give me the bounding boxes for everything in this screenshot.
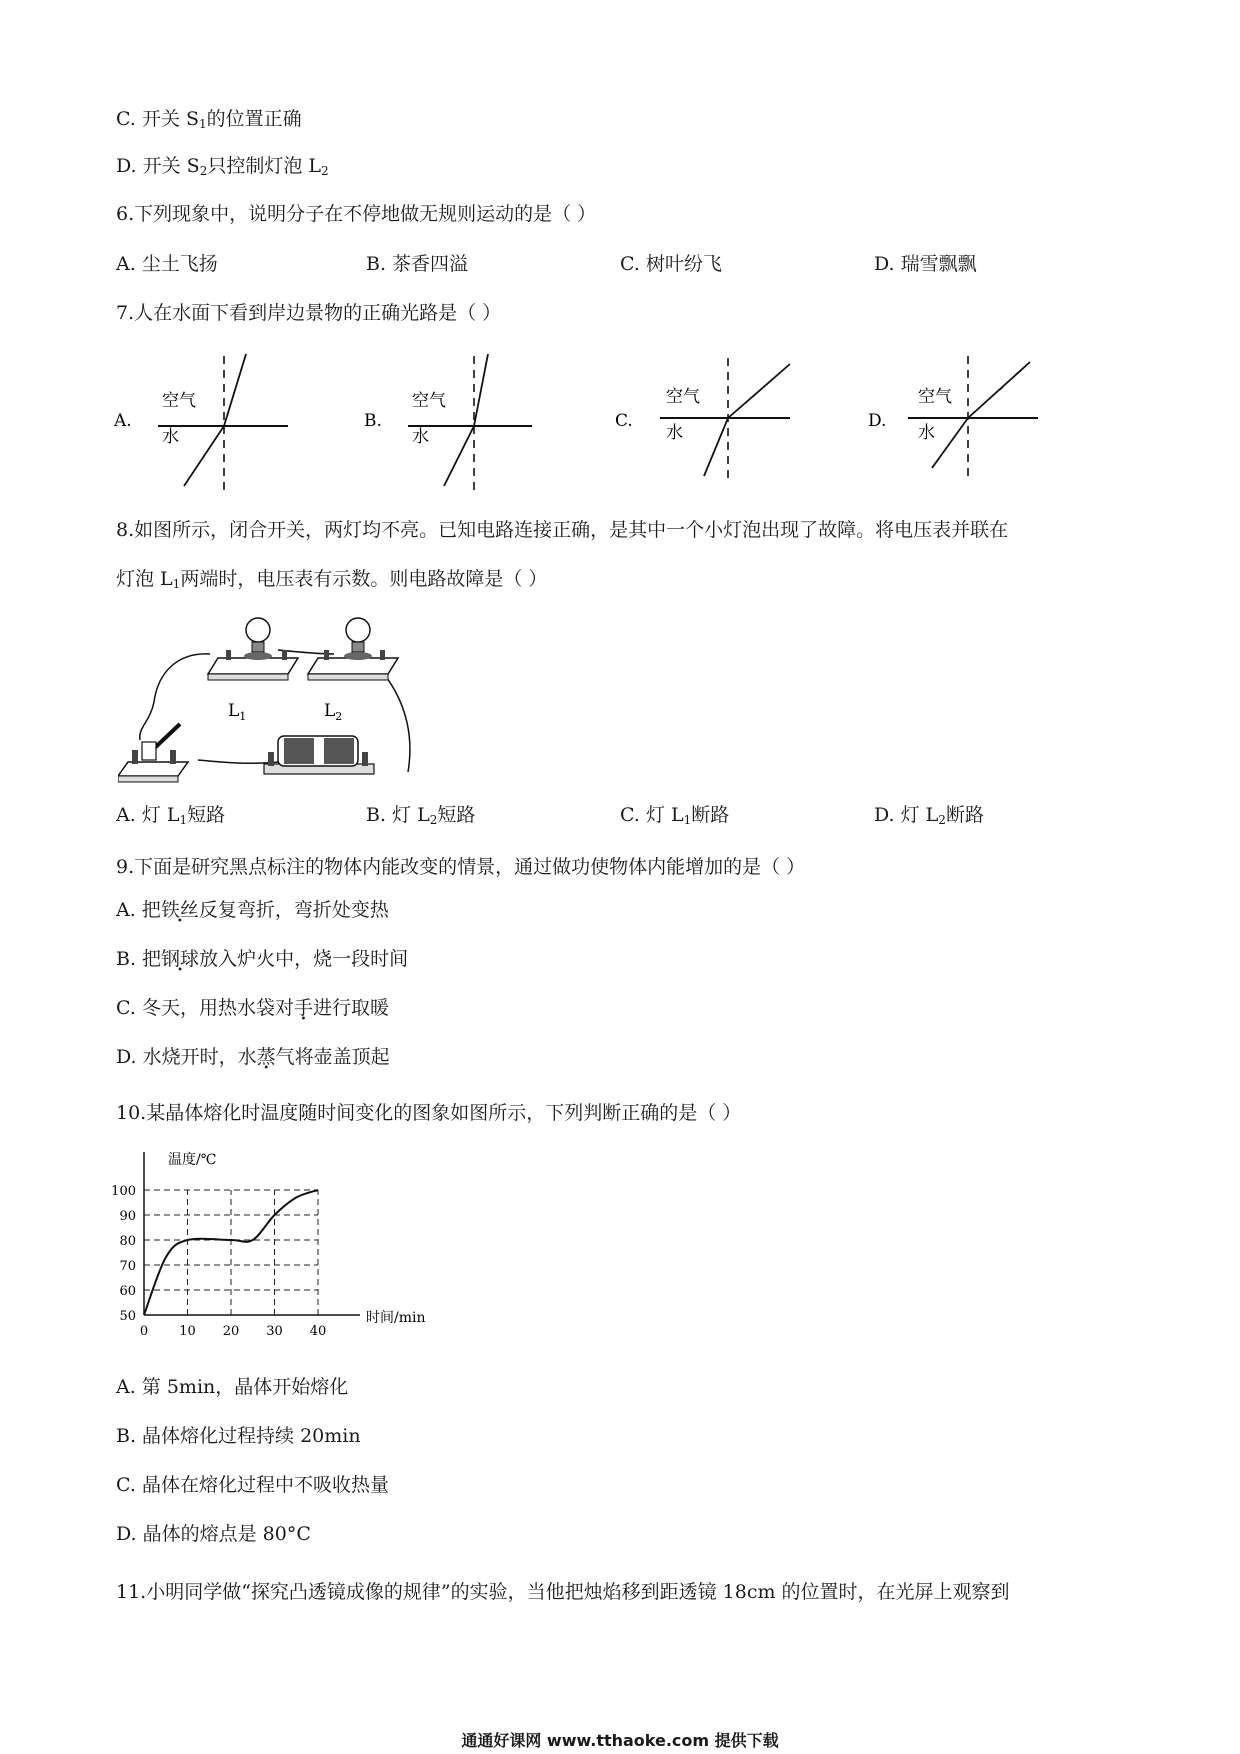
chart-x-tick-label: 20 xyxy=(222,1324,240,1339)
q7-label-a: A. xyxy=(114,411,132,431)
q9-option-b: B. 把钢球放入炉火中，烧一段时间 xyxy=(116,948,409,970)
q7-water-label-d: 水 xyxy=(918,423,935,443)
chart-y-tick-label: 100 xyxy=(111,1184,136,1199)
q7-label-d: D. xyxy=(868,411,887,431)
q8-option-a: A. 灯 $L_1$短路 xyxy=(116,804,226,827)
q9-stem: 9.下面是研究黑点标注的物体内能改变的情景，通过做功使物体内能增加的是（ ） xyxy=(116,856,806,878)
chart-x-tick-label: 10 xyxy=(179,1324,196,1339)
q7-label-c: C. xyxy=(615,411,633,431)
q5-option-c: C. 开关 $S_1$的位置正确 xyxy=(116,108,302,131)
q10-option-c: C. 晶体在熔化过程中不吸收热量 xyxy=(116,1474,389,1496)
emphasis-dot-text: 水蒸气 xyxy=(237,1046,295,1068)
lamp-l1-label: $L_1$ xyxy=(228,701,247,723)
q10-temperature-chart xyxy=(110,1140,450,1350)
q6-option-b: B. 茶香四溢 xyxy=(366,253,469,275)
lamp-l2 xyxy=(308,618,398,680)
q8-option-b: B. 灯 $L_2$短路 xyxy=(366,804,476,827)
q7-diagrams xyxy=(100,350,1200,490)
lamp-l1 xyxy=(208,618,298,680)
q8-option-c: C. 灯 $L_1$断路 xyxy=(620,804,730,827)
q7-air-label-c: 空气 xyxy=(666,387,700,407)
q10-option-d: D. 晶体的熔点是 80°C xyxy=(116,1523,311,1545)
chart-y-tick-label: 60 xyxy=(119,1284,136,1299)
chart-x-tick-label: 40 xyxy=(309,1324,327,1339)
q7-water-label-c: 水 xyxy=(666,423,683,443)
chart-x-label: 时间/min xyxy=(366,1310,426,1326)
q8-stem-line1: 8.如图所示，闭合开关，两灯均不亮。已知电路连接正确，是其中一个小灯泡出现了故障。将电压表并联在 xyxy=(116,519,1009,541)
q9-option-d: D. 水烧开时，水蒸气将壶盖顶起 xyxy=(116,1046,390,1068)
q9-option-a: A. 把铁丝反复弯折，弯折处变热 xyxy=(116,899,389,921)
q7-water-label-b: 水 xyxy=(412,427,429,447)
chart-y-tick-label: 50 xyxy=(119,1309,136,1324)
q6-option-c: C. 树叶纷飞 xyxy=(620,253,722,275)
q7-air-label: 空气 xyxy=(162,391,196,411)
q8-stem-line2: 灯泡 $L_1$两端时，电压表有示数。则电路故障是（ ） xyxy=(116,568,548,591)
q10-option-b: B. 晶体熔化过程持续 20min xyxy=(116,1425,361,1447)
chart-y-label: 温度/℃ xyxy=(168,1152,217,1168)
q9-option-c: C. 冬天，用热水袋对手进行取暖 xyxy=(116,997,389,1019)
battery xyxy=(264,736,374,774)
q11-stem: 11.小明同学做“探究凸透镜成像的规律”的实验，当他把烛焰移到距透镜 18cm 的位置时，在光屏上观察到 xyxy=(116,1581,1010,1603)
emphasis-dot-text: 铁丝 xyxy=(160,899,199,921)
q7-label-b: B. xyxy=(364,411,382,431)
q8-option-d: D. 灯 $L_2$断路 xyxy=(874,804,984,827)
q8-circuit-figure xyxy=(118,612,458,787)
q7-water-label: 水 xyxy=(162,427,179,447)
q7-figure-d xyxy=(868,356,1038,478)
q10-stem: 10.某晶体熔化时温度随时间变化的图象如图所示，下列判断正确的是（ ） xyxy=(116,1102,742,1124)
page-footer: 通通好课网 www.tthaoke.com 提供下载 xyxy=(461,1731,779,1750)
lamp-l2-label: $L_2$ xyxy=(324,701,343,723)
emphasis-dot-text: 手 xyxy=(293,997,313,1019)
q6-option-a: A. 尘土飞扬 xyxy=(116,253,218,275)
q7-air-label-b: 空气 xyxy=(412,391,446,411)
q5-option-d: D. 开关 $S_2$只控制灯泡 $L_2$ xyxy=(116,155,329,178)
q7-stem: 7.人在水面下看到岸边景物的正确光路是（ ） xyxy=(116,302,502,324)
q7-figure-c xyxy=(615,358,790,478)
q6-option-d: D. 瑞雪飘飘 xyxy=(874,253,977,275)
chart-x-tick-label: 30 xyxy=(266,1324,283,1339)
chart-y-tick-label: 80 xyxy=(119,1234,136,1249)
q7-figure-b xyxy=(364,354,532,490)
q10-option-a: A. 第 5min，晶体开始熔化 xyxy=(116,1376,349,1398)
q6-stem: 6.下列现象中，说明分子在不停地做无规则运动的是（ ） xyxy=(116,203,597,225)
chart-x-tick-label: 0 xyxy=(139,1324,149,1339)
chart-y-tick-label: 90 xyxy=(119,1209,136,1224)
switch xyxy=(118,724,188,782)
emphasis-dot-text: 钢球 xyxy=(161,948,200,970)
q7-air-label-d: 空气 xyxy=(918,387,952,407)
chart-y-tick-label: 70 xyxy=(119,1259,136,1274)
q7-figure-a xyxy=(113,354,288,490)
